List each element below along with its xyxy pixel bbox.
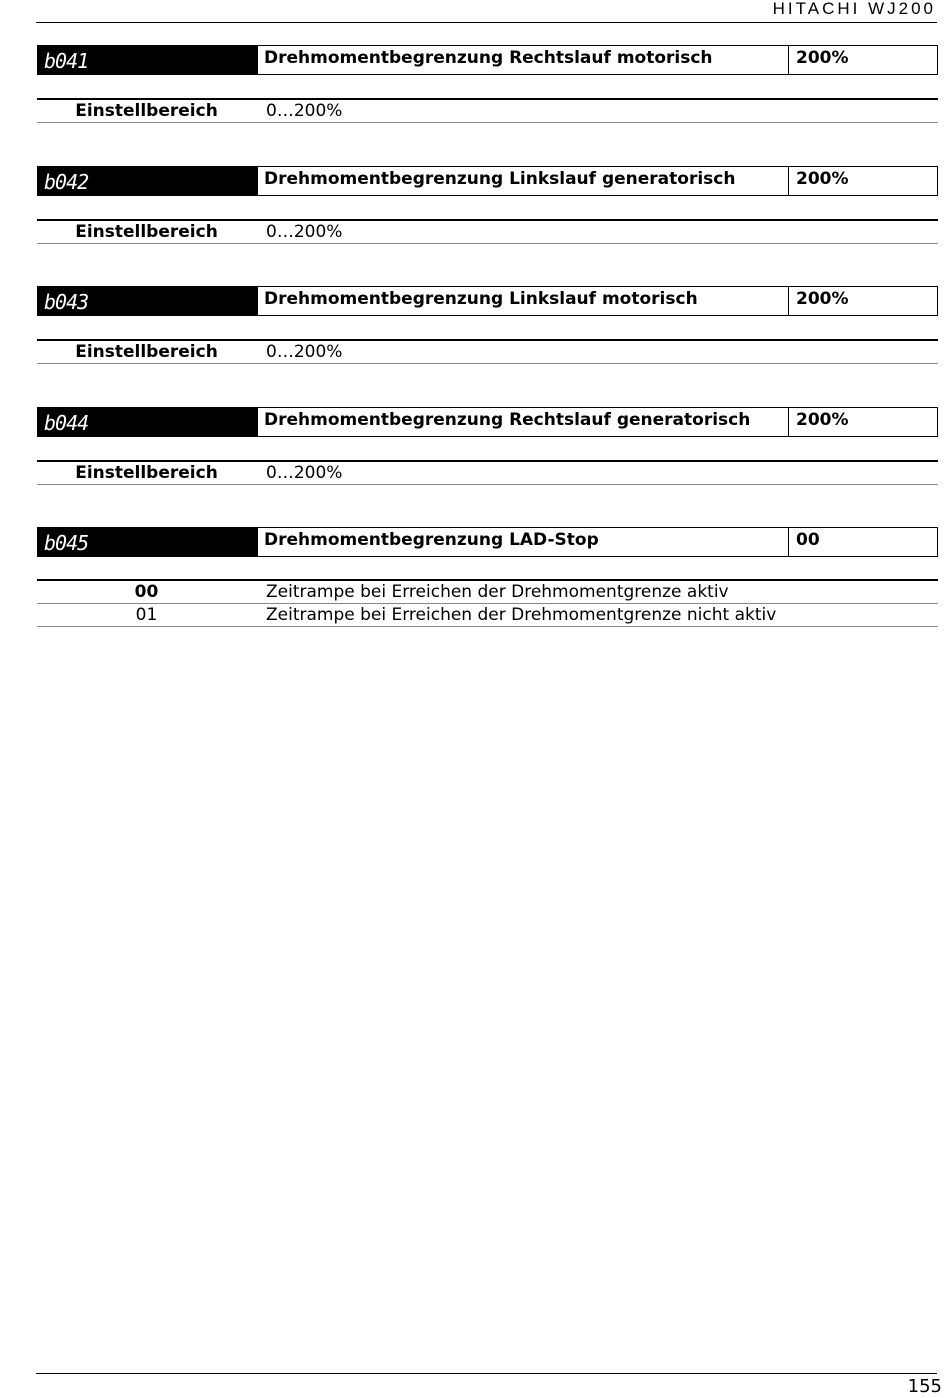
param-header — [37, 286, 938, 316]
header-rule — [36, 22, 937, 23]
param-title: Drehmomentbegrenzung Rechtslauf generatorisch — [257, 408, 789, 436]
option-code: 00 — [134, 582, 159, 602]
param-title: Drehmomentbegrenzung Linkslauf motorisch — [257, 287, 789, 315]
param-default: 200% — [796, 289, 849, 309]
param-code: b045 — [38, 528, 257, 556]
range-value: 0…200% — [266, 222, 343, 242]
param-default: 200% — [796, 48, 849, 68]
param-default: 200% — [796, 410, 849, 430]
header-brand: HITACHI WJ200 — [772, 0, 936, 18]
range-row — [37, 98, 938, 123]
param-default: 00 — [796, 530, 820, 550]
option-row — [37, 604, 938, 627]
param-header — [37, 527, 938, 557]
option-desc: Zeitrampe bei Erreichen der Drehmomentgrenze nicht aktiv — [266, 605, 777, 625]
option-desc: Zeitrampe bei Erreichen der Drehmomentgrenze aktiv — [266, 582, 729, 602]
range-value: 0…200% — [266, 101, 343, 121]
range-label: Einstellbereich — [75, 101, 218, 121]
param-header — [37, 407, 938, 437]
footer-rule — [36, 1373, 937, 1374]
range-label: Einstellbereich — [75, 463, 218, 483]
param-header — [37, 166, 938, 196]
param-header — [37, 45, 938, 75]
param-title: Drehmomentbegrenzung LAD-Stop — [257, 528, 789, 556]
param-title: Drehmomentbegrenzung Linkslauf generatorisch — [257, 167, 789, 195]
page-number: 155 — [907, 1376, 942, 1397]
range-row — [37, 219, 938, 244]
param-title: Drehmomentbegrenzung Rechtslauf motorisch — [257, 46, 789, 74]
range-row — [37, 339, 938, 364]
range-row — [37, 460, 938, 485]
param-code: b041 — [38, 46, 257, 74]
range-value: 0…200% — [266, 463, 343, 483]
param-block-b042 — [37, 166, 938, 244]
option-row — [37, 581, 938, 604]
param-default: 200% — [796, 169, 849, 189]
range-value: 0…200% — [266, 342, 343, 362]
param-code: b043 — [38, 287, 257, 315]
param-code: b044 — [38, 408, 257, 436]
param-block-b044 — [37, 407, 938, 485]
param-block-b043 — [37, 286, 938, 364]
param-code: b042 — [38, 167, 257, 195]
option-code: 01 — [135, 605, 158, 625]
range-label: Einstellbereich — [75, 342, 218, 362]
param-block-b045 — [37, 527, 938, 557]
range-label: Einstellbereich — [75, 222, 218, 242]
param-block-b041 — [37, 45, 938, 123]
options-table — [37, 579, 938, 627]
